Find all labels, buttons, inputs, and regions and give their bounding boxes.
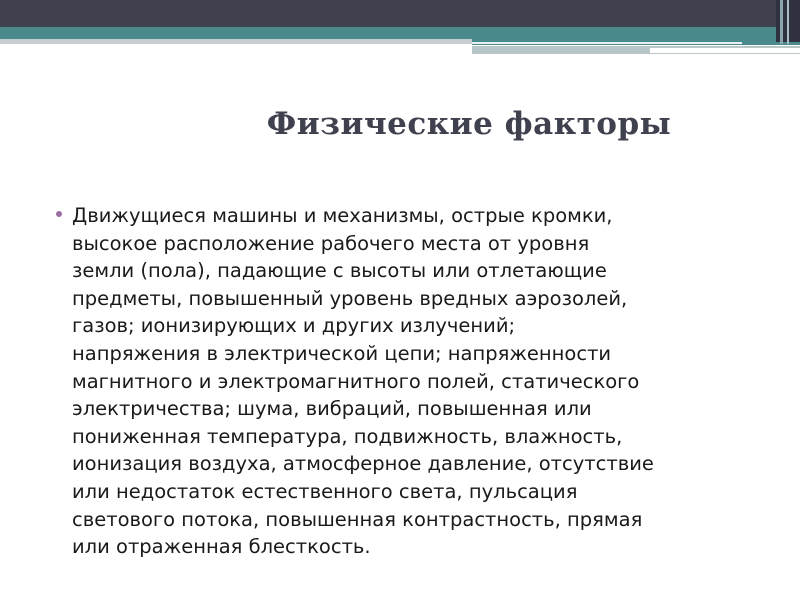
bullet-line: высокое расположение рабочего места от уровня: [72, 231, 590, 255]
bullet-line: Движущиеся машины и механизмы, острые кромки,: [72, 204, 613, 227]
bullet-line: электричества; шума, вибраций, повышенная или: [72, 397, 592, 421]
bullet-line: ионизация воздуха, атмосферное давление, отсутствие: [72, 452, 654, 476]
bullet-line: светового потока, повышенная контрастность, прямая: [72, 507, 643, 531]
bullet-text: [72, 202, 756, 561]
header-band-light: [0, 39, 472, 44]
bullet-line: газов; ионизирующих и других излучений;: [72, 314, 516, 338]
slide-title: Физические факторы: [266, 106, 672, 142]
slide-body: [56, 202, 756, 561]
bullet-line: или отраженная блесткость.: [72, 535, 371, 559]
header-band-white-right: [650, 48, 800, 53]
bullet-dot-icon: [56, 211, 62, 217]
bullet-line: пониженная температура, подвижность, влажность,: [72, 424, 623, 448]
bullet-item: [56, 202, 756, 561]
corner-stripe: [780, 0, 783, 44]
bullet-line: магнитного и электромагнитного полей, статического: [72, 369, 640, 393]
header-band-line: [472, 42, 742, 44]
bullet-line: земли (пола), падающие с высоты или отлетающие: [72, 259, 607, 283]
bullet-line: предметы, повышенный уровень вредных аэрозолей,: [72, 286, 628, 310]
header-band-dark: [0, 0, 800, 27]
header-band-teal: [0, 27, 800, 39]
bullet-line: или недостаток естественного света, пульсация: [72, 479, 578, 503]
corner-stripe-2: [787, 0, 789, 44]
bullet-line: напряжения в электрической цепи; напряженности: [72, 341, 612, 365]
